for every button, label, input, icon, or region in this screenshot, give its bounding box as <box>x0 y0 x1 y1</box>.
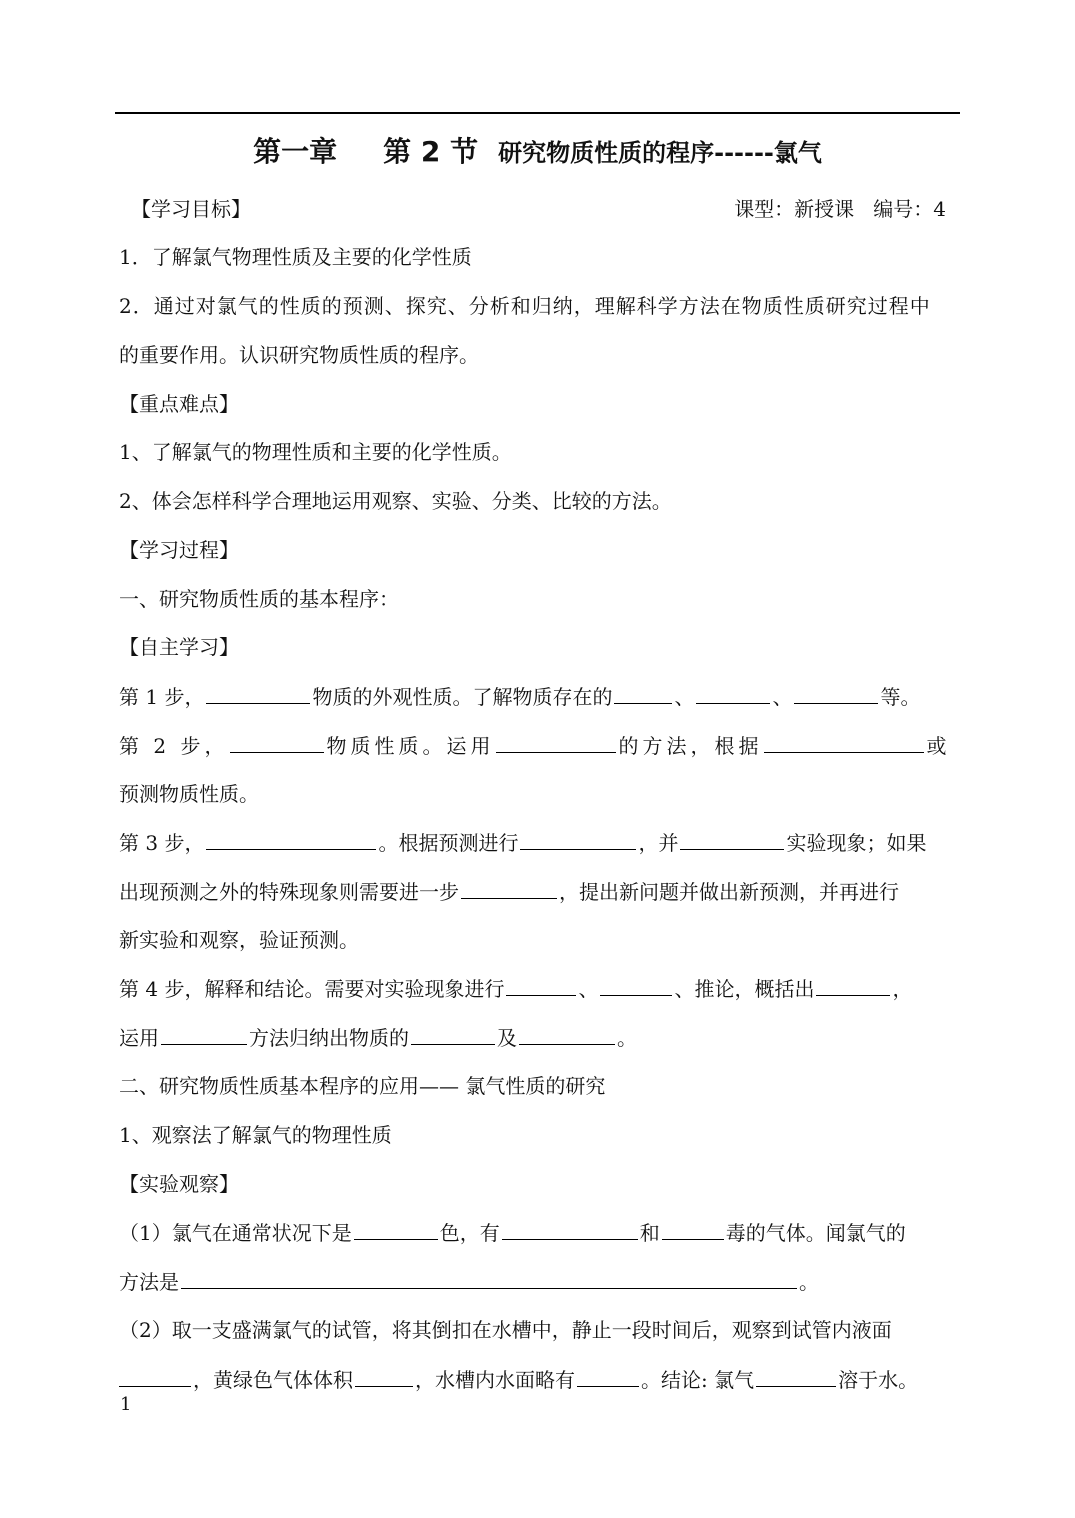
step-3-cont: 出现预测之外的特殊现象则需要进一步 ，提出新问题并做出新预测，并再进行 <box>119 876 899 907</box>
blank-field[interactable] <box>662 1217 724 1240</box>
step-4: 第 4 步，解释和结论。需要对实验现象进行 、 、推论，概括出 ， <box>119 973 912 1004</box>
step-2: 第 2 步， 物质性质。运用 的方法，根据 或 <box>119 730 950 761</box>
keypoint-2: 2、体会怎样科学合理地运用观察、实验、分类、比较的方法。 <box>119 489 672 513</box>
blank-field[interactable] <box>764 730 924 753</box>
step-1: 第 1 步， 物质的外观性质。了解物质存在的 、 、 等。 <box>119 681 920 712</box>
header-rule <box>115 112 960 114</box>
blank-field[interactable] <box>119 1364 191 1387</box>
process-heading: 【学习过程】 <box>119 538 239 562</box>
blank-field[interactable] <box>506 973 576 996</box>
blank-field[interactable] <box>461 876 557 899</box>
blank-field[interactable] <box>519 1022 615 1045</box>
step-4-cont: 运用 方法归纳出物质的 及 。 <box>119 1022 637 1053</box>
part2-heading: 二、研究物质性质基本程序的应用—— 氯气性质的研究 <box>119 1074 606 1098</box>
step-3-end: 新实验和观察，验证预测。 <box>119 928 359 952</box>
step-3: 第 3 步， 。根据预测进行 ，并 实验现象；如果 <box>119 827 926 858</box>
blank-field[interactable] <box>230 730 324 753</box>
blank-field[interactable] <box>680 827 784 850</box>
blank-field[interactable] <box>577 1364 639 1387</box>
blank-field[interactable] <box>355 1364 413 1387</box>
lesson-number: 编号：4 <box>873 197 946 221</box>
title-topic: 研究物质性质的程序------氯气 <box>498 139 822 167</box>
blank-field[interactable] <box>206 827 376 850</box>
goals-heading: 【学习目标】 <box>131 197 251 221</box>
self-study-heading: 【自主学习】 <box>119 635 239 659</box>
page-number: 1 <box>120 1394 132 1415</box>
goal-2: 2．通过对氯气的性质的预测、探究、分析和归纳，理解科学方法在物质性质研究过程中 <box>119 294 931 318</box>
part1-heading: 一、研究物质性质的基本程序： <box>119 587 399 611</box>
keypoints-heading: 【重点难点】 <box>119 392 239 416</box>
blank-field[interactable] <box>614 681 672 704</box>
blank-field[interactable] <box>161 1022 247 1045</box>
goal-1: 1．了解氯气物理性质及主要的化学性质 <box>119 245 472 269</box>
question-1: （1）氯气在通常状况下是 色，有 和 毒的气体。闻氯气的 <box>119 1217 906 1248</box>
blank-field[interactable] <box>206 681 310 704</box>
blank-field[interactable] <box>181 1266 797 1289</box>
question-2-cont: ，黄绿色气体体积 ，水槽内水面略有 。结论: 氯气 溶于水。 <box>119 1364 918 1395</box>
blank-field[interactable] <box>816 973 890 996</box>
keypoint-1: 1、了解氯气的物理性质和主要的化学性质。 <box>119 440 512 464</box>
blank-field[interactable] <box>520 827 636 850</box>
blank-field[interactable] <box>496 730 616 753</box>
question-1-cont: 方法是 。 <box>119 1266 819 1297</box>
lesson-meta <box>734 194 946 224</box>
page-title <box>0 134 1075 171</box>
question-2: （2）取一支盛满氯气的试管，将其倒扣在水槽中，静止一段时间后，观察到试管内液面 <box>119 1318 892 1342</box>
blank-field[interactable] <box>756 1364 836 1387</box>
lesson-type: 课型：新授课 <box>734 197 855 221</box>
blank-field[interactable] <box>794 681 878 704</box>
blank-field[interactable] <box>600 973 672 996</box>
title-section: 第 2 节 <box>383 135 479 168</box>
title-chapter: 第一章 <box>253 135 338 168</box>
step-2-cont: 预测物质性质。 <box>119 782 259 806</box>
blank-field[interactable] <box>502 1217 638 1240</box>
blank-field[interactable] <box>354 1217 438 1240</box>
part2-sub1: 1、观察法了解氯气的物理性质 <box>119 1123 392 1147</box>
blank-field[interactable] <box>411 1022 495 1045</box>
blank-field[interactable] <box>696 681 770 704</box>
experiment-heading: 【实验观察】 <box>119 1172 239 1196</box>
goal-2-cont: 的重要作用。认识研究物质性质的程序。 <box>119 343 479 367</box>
